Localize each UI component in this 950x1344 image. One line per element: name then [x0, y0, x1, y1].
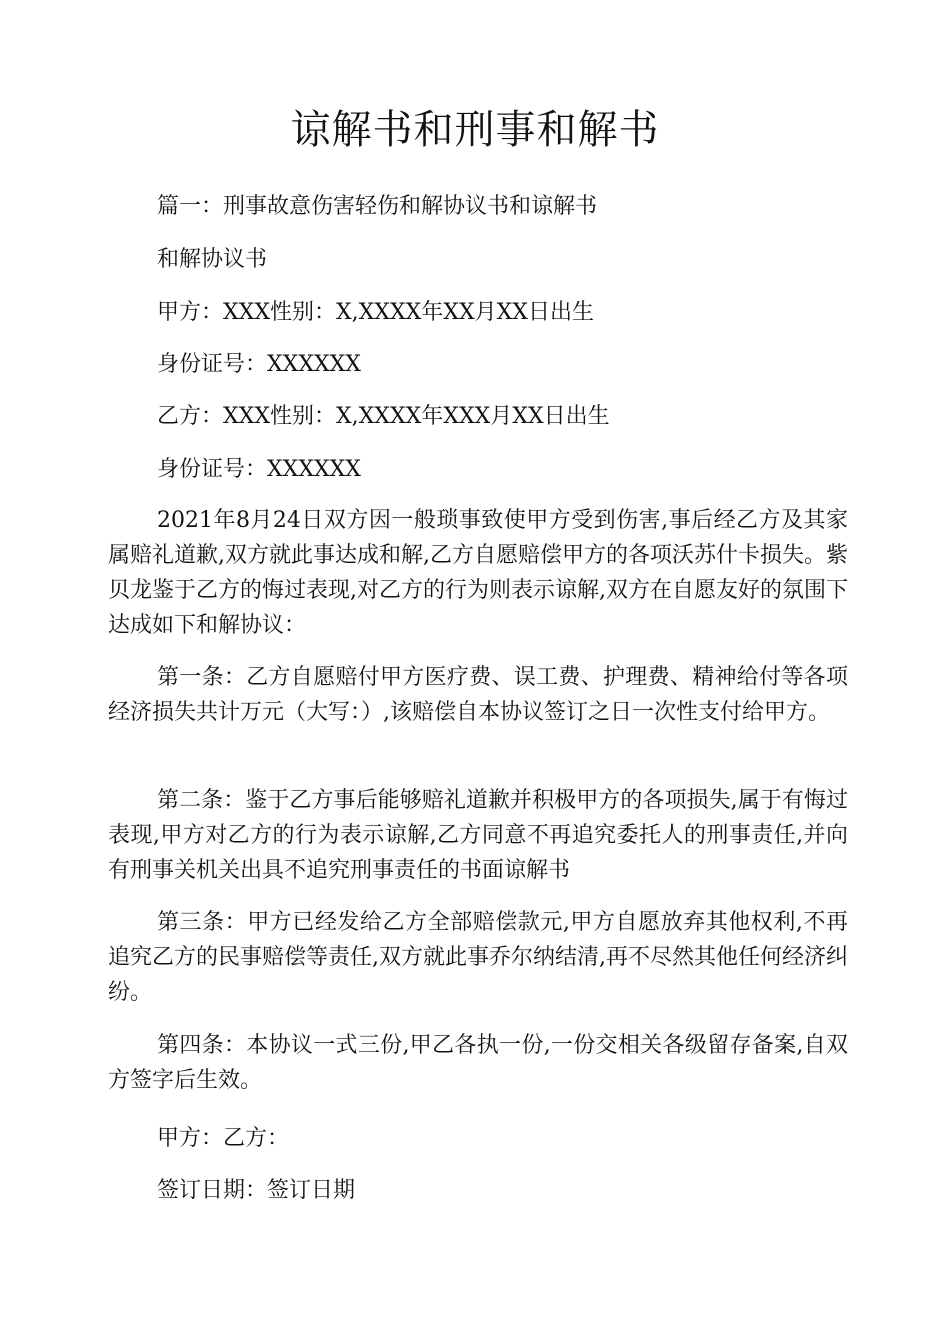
subheading: 和解协议书: [157, 247, 268, 272]
sign-date: 签订日期：签订日期: [157, 1178, 356, 1203]
party-b-info: 乙方：XXX性别：X,XXXX年XXX月XX日出生: [157, 404, 610, 429]
party-b-id: 身份证号：XXXXXX: [157, 457, 361, 482]
section-heading: 篇一：刑事故意伤害轻伤和解协议书和谅解书: [157, 194, 598, 219]
article-2: 第二条：鉴于乙方事后能够赔礼道歉并积极甲方的各项损失,属于有悔过表现,甲方对乙方的行为表示谅解,乙方同意不再追究委托人的刑事责任,并向有刑事关机关出具不追究刑事责任的书面谅解书: [108, 788, 848, 883]
intro-paragraph: 2021年8月24日双方因一般琐事致使甲方受到伤害,事后经乙方及其家属赔礼道歉,双方就此事达成和解,乙方自愿赔偿甲方的各项沃苏什卡损失。紫贝龙鉴于乙方的悔过表现,对乙方的行为则表示谅解,双方在自愿友好的氛围下达成如下和解协议：: [108, 508, 848, 638]
party-a-id: 身份证号：XXXXXX: [157, 352, 361, 377]
document-title: 谅解书和刑事和解书: [290, 107, 660, 153]
party-a-info: 甲方：XXX性别：X,XXXX年XX月XX日出生: [157, 300, 594, 325]
signature-line: 甲方：乙方：: [157, 1126, 290, 1151]
article-3: 第三条：甲方已经发给乙方全部赔偿款元,甲方自愿放弃其他权利,不再追究乙方的民事赔偿等责任,双方就此事乔尔纳结清,再不尽然其他任何经济纠纷。: [108, 910, 848, 1005]
article-1: 第一条：乙方自愿赔付甲方医疗费、误工费、护理费、精神给付等各项经济损失共计万元（大写：）,该赔偿自本协议签订之日一次性支付给甲方。: [108, 665, 848, 725]
article-4: 第四条：本协议一式三份,甲乙各执一份,一份交相关各级留存备案,自双方签字后生效。: [108, 1033, 848, 1093]
